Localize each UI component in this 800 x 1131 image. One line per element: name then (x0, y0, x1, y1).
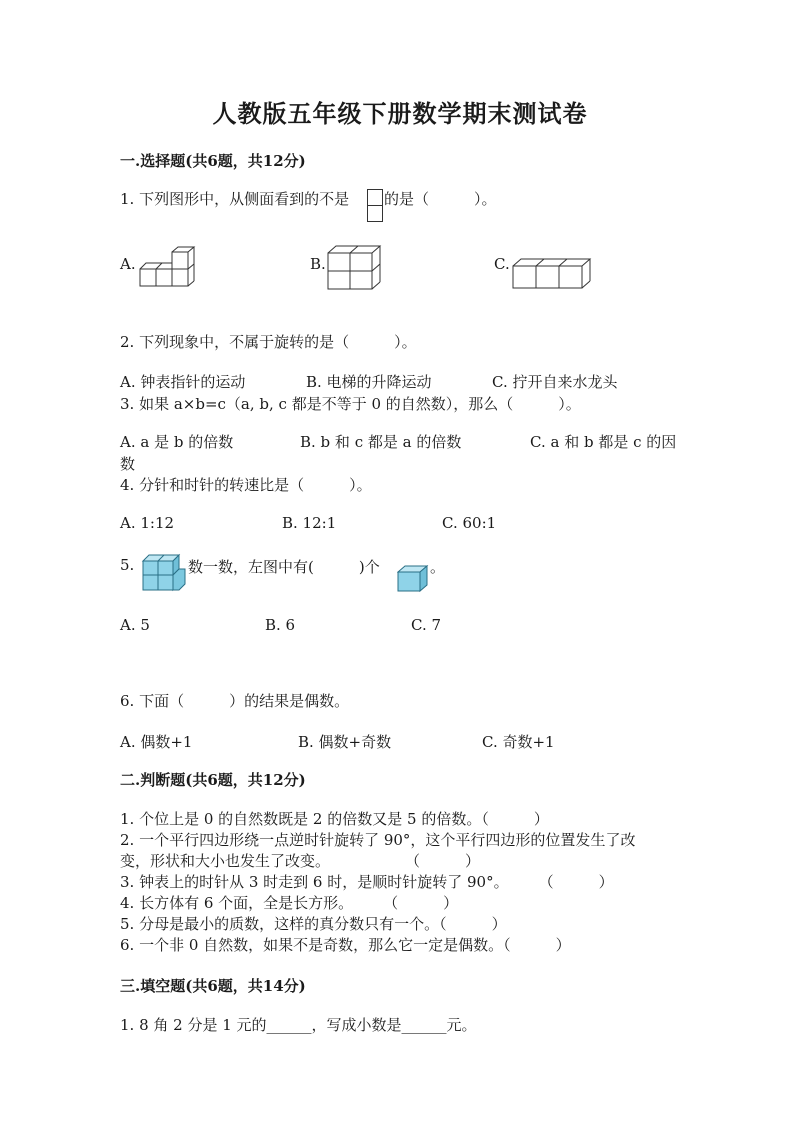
question-1-text-after: 的是（ ）。 (384, 190, 497, 208)
cube-figure-b (326, 245, 382, 291)
judgement-item-4: 4. 长方体有 6 个面，全是长方形。 （ ） (120, 894, 459, 912)
question-4-text: 4. 分针和时针的转速比是（ ）。 (120, 476, 372, 494)
question-6-text: 6. 下面（ ）的结果是偶数。 (120, 692, 350, 710)
question-1-option-c: C. (494, 255, 510, 273)
question-6-option-c: C. 奇数+1 (482, 733, 555, 751)
stacked-blue-cubes-figure (140, 553, 186, 593)
question-2-option-a: A. 钟表指针的运动 (120, 373, 246, 391)
judgement-item-2-wrap: 变，形状和大小也发生了改变。 （ ） (120, 852, 481, 870)
cube-figure-a (138, 246, 196, 288)
question-3-option-b: B. b 和 c 都是 a 的倍数 (300, 433, 462, 451)
section-heading-fill-in: 三.填空题(共6题，共14分) (120, 977, 306, 995)
question-2-text: 2. 下列现象中，不属于旋转的是（ ）。 (120, 333, 417, 351)
judgement-item-6: 6. 一个非 0 自然数，如果不是奇数，那么它一定是偶数。（ ） (120, 936, 571, 954)
judgement-item-3: 3. 钟表上的时针从 3 时走到 6 时，是顺时针旋转了 90°。 （ ） (120, 873, 614, 891)
two-stacked-squares-figure (367, 189, 383, 223)
question-3-option-c: C. a 和 b 都是 c 的因 (530, 433, 677, 451)
judgement-item-2: 2. 一个平行四边形绕一点逆时针旋转了 90°，这个平行四边形的位置发生了改 (120, 831, 636, 849)
question-6-option-a: A. 偶数+1 (120, 733, 193, 751)
question-1-option-b: B. (310, 255, 326, 273)
page-title: 人教版五年级下册数学期末测试卷 (212, 99, 588, 128)
question-5-option-c: C. 7 (411, 616, 442, 634)
judgement-item-1: 1. 个位上是 0 的自然数既是 2 的倍数又是 5 的倍数。（ ） (120, 810, 549, 828)
fill-in-item-1: 1. 8 角 2 分是 1 元的______，写成小数是______元。 (120, 1016, 477, 1034)
question-1-option-a: A. (120, 255, 136, 273)
question-5-text: 数一数，左图中有( )个 (188, 558, 380, 576)
single-blue-cube-figure (397, 565, 429, 593)
question-4-option-c: C. 60:1 (442, 514, 497, 532)
question-4-option-a: A. 1:12 (120, 514, 175, 532)
question-2-option-b: B. 电梯的升降运动 (306, 373, 432, 391)
question-6-option-b: B. 偶数+奇数 (298, 733, 392, 751)
question-2-option-c: C. 拧开自来水龙头 (492, 373, 618, 391)
judgement-item-5: 5. 分母是最小的质数，这样的真分数只有一个。（ ） (120, 915, 507, 933)
question-3-text: 3. 如果 a×b=c（a, b, c 都是不等于 0 的自然数），那么（ ）。 (120, 395, 581, 413)
question-5-number: 5. (120, 556, 135, 574)
question-5-text-end: 。 (430, 558, 446, 576)
question-3-option-c-wrap: 数 (120, 455, 136, 473)
question-5-option-b: B. 6 (265, 616, 296, 634)
section-heading-choice: 一.选择题(共6题，共12分) (120, 152, 306, 170)
cube-figure-c (511, 258, 593, 290)
question-1-text-before: 1. 下列图形中，从侧面看到的不是 (120, 190, 350, 208)
question-4-option-b: B. 12:1 (282, 514, 337, 532)
question-3-option-a: A. a 是 b 的倍数 (120, 433, 234, 451)
section-heading-judgement: 二.判断题(共6题，共12分) (120, 771, 306, 789)
question-5-option-a: A. 5 (120, 616, 150, 634)
